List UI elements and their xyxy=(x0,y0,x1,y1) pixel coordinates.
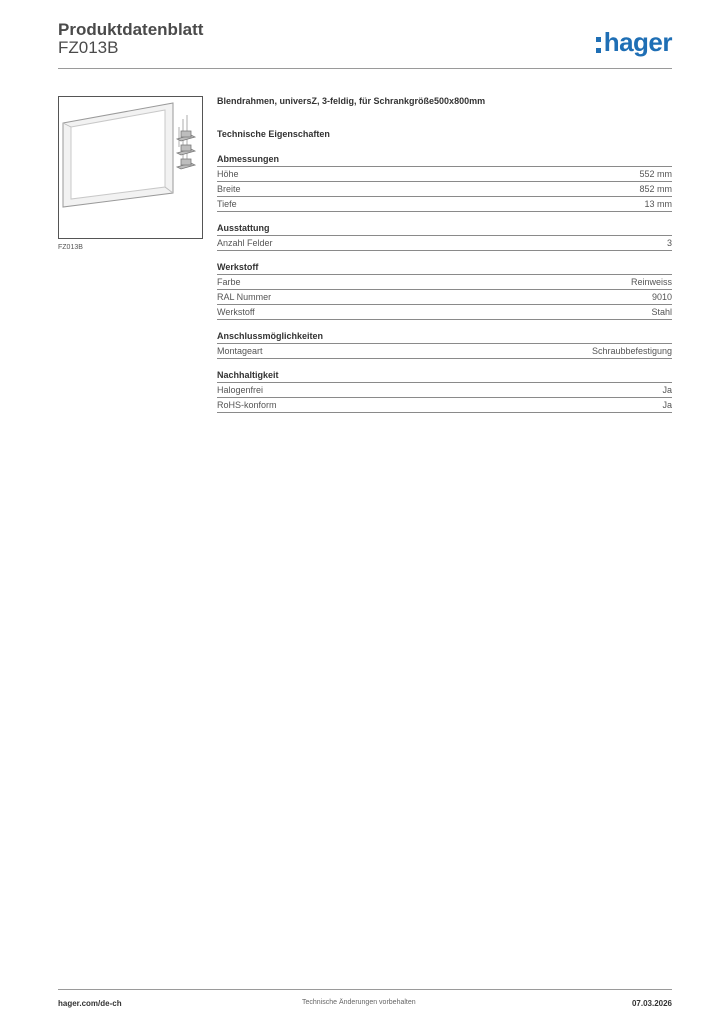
footer-divider xyxy=(58,989,672,990)
image-caption: FZ013B xyxy=(58,244,83,251)
spec-label: Höhe xyxy=(217,169,239,179)
section-werkstoff xyxy=(217,262,672,320)
spec-row xyxy=(217,197,672,212)
article-number: FZ013B xyxy=(58,38,119,57)
section-title: Anschlussmöglichkeiten xyxy=(217,331,672,344)
spec-row xyxy=(217,398,672,413)
spec-label: Tiefe xyxy=(217,199,237,209)
spec-value: Reinweiss xyxy=(630,277,672,287)
website-link[interactable]: hager.com/de-ch xyxy=(58,999,122,1008)
spec-row xyxy=(217,182,672,197)
spec-value: 852 mm xyxy=(639,184,672,194)
spec-row xyxy=(217,305,672,320)
spec-label: Halogenfrei xyxy=(217,385,264,395)
spec-row xyxy=(217,383,672,398)
product-details xyxy=(217,96,672,413)
frame-illustration-icon xyxy=(59,97,202,238)
logo-text: hager xyxy=(603,27,672,57)
spec-label: Anzahl Felder xyxy=(217,238,273,248)
spec-value: 3 xyxy=(666,238,672,248)
spec-label: Farbe xyxy=(217,277,241,287)
tech-heading: Technische Eigenschaften xyxy=(217,129,330,139)
spec-value: Ja xyxy=(662,385,672,395)
spec-label: Breite xyxy=(217,184,241,194)
hager-logo xyxy=(596,26,672,58)
spec-value: 552 mm xyxy=(639,169,672,179)
section-nachhaltigkeit xyxy=(217,370,672,413)
spec-row xyxy=(217,275,672,290)
spec-row xyxy=(217,236,672,251)
spec-label: RoHS-konform xyxy=(217,400,277,410)
section-title: Ausstattung xyxy=(217,223,672,236)
spec-label: Werkstoff xyxy=(217,307,255,317)
spec-value: 13 mm xyxy=(644,199,672,209)
spec-value: Stahl xyxy=(651,307,672,317)
section-title: Abmessungen xyxy=(217,154,672,167)
logo-dots-icon xyxy=(596,37,601,53)
footer-date: 07.03.2026 xyxy=(631,999,672,1008)
spec-label: Montageart xyxy=(217,346,263,356)
section-title: Nachhaltigkeit xyxy=(217,370,672,383)
section-anschlussmoeglichkeiten xyxy=(217,331,672,359)
spec-label: RAL Nummer xyxy=(217,292,272,302)
header-divider xyxy=(58,68,672,69)
page-title: Produktdatenblatt xyxy=(58,20,204,39)
spec-row xyxy=(217,290,672,305)
spec-value: 9010 xyxy=(651,292,672,302)
footer-note: Technische Änderungen vorbehalten xyxy=(302,999,416,1006)
product-image xyxy=(58,96,203,239)
section-title: Werkstoff xyxy=(217,262,672,275)
product-description: Blendrahmen, universZ, 3-feldig, für Schrankgröße500x800mm xyxy=(217,96,486,106)
section-abmessungen xyxy=(217,154,672,212)
spec-value: Ja xyxy=(662,400,672,410)
spec-value: Schraubbefestigung xyxy=(591,346,672,356)
spec-row xyxy=(217,344,672,359)
section-ausstattung xyxy=(217,223,672,251)
spec-row xyxy=(217,167,672,182)
